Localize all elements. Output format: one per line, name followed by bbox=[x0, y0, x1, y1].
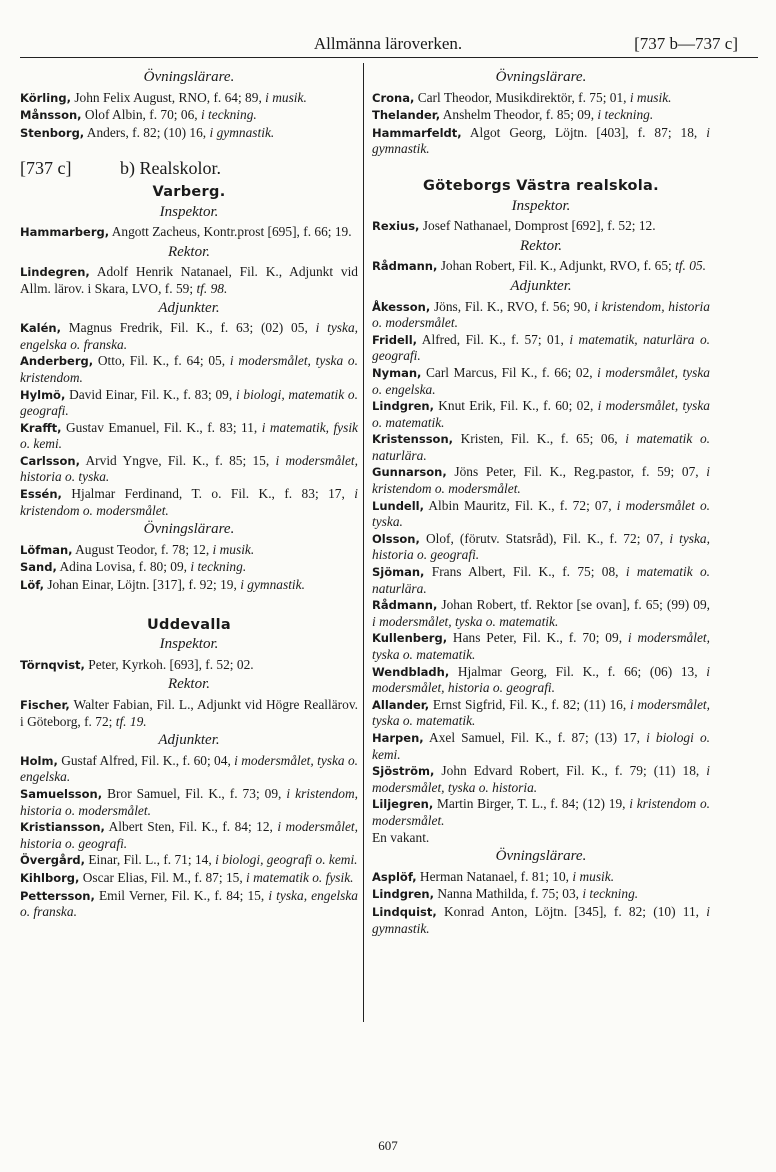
section-heading: Inspektor. bbox=[159, 636, 219, 653]
staff-entry: Fridell, Alfred, Fil. K., f. 57; 01, i matematik, naturlära o. geografi. bbox=[372, 331, 711, 364]
realskolor-title: b) Realskolor. bbox=[120, 158, 221, 179]
staff-entry: Samuelsson, Bror Samuel, Fil. K., f. 73; 09, i kristendom, historia o. modersmålet. bbox=[20, 785, 358, 818]
staff-entry: Harpen, Axel Samuel, Fil. K., f. 87; (13) 17, i biologi o. kemi. bbox=[372, 729, 710, 762]
staff-entry: Lindgren, Knut Erik, Fil. K., f. 60; 02, i modersmålet, tyska o. matematik. bbox=[372, 398, 710, 430]
page-title: Allmänna läroverken. bbox=[313, 34, 463, 53]
school-name: Uddevalla bbox=[146, 616, 232, 633]
staff-entry: Lindquist, Konrad Anton, Löjtn. [345], f. 82; (10) 11, i gymnastik. bbox=[372, 903, 710, 936]
page-header bbox=[0, 30, 776, 60]
section-heading: Inspektor. bbox=[159, 203, 219, 220]
staff-entry: Törnqvist, Peter, Kyrkoh. [693], f. 52; 02. bbox=[20, 656, 254, 672]
staff-entry: Sand, Adina Lovisa, f. 80; 09, i teckning. bbox=[20, 559, 247, 575]
page-number: 607 bbox=[378, 1138, 398, 1153]
section-heading: Övningslärare. bbox=[495, 69, 587, 85]
section-heading: Övningslärare. bbox=[143, 521, 235, 538]
staff-entry: Sjöman, Frans Albert, Fil. K., f. 75; 08, i matematik o. naturlära. bbox=[372, 564, 711, 596]
realskolor-number: [737 c] bbox=[20, 158, 72, 179]
section-heading: Övningslärare. bbox=[495, 848, 587, 865]
staff-entry: Krafft, Gustav Emanuel, Fil. K., f. 83; 11, i matematik, fysik o. kemi. bbox=[20, 419, 358, 452]
staff-entry: Rexius, Josef Nathanael, Domprost [692], f. 52; 12. bbox=[372, 218, 656, 234]
staff-entry: Liljegren, Martin Birger, T. L., f. 84; (12) 19, i kristendom o. modersmålet. bbox=[372, 796, 710, 828]
staff-entry: Holm, Gustaf Alfred, Fil. K., f. 60; 04, i modersmålet, tyska o. engelska. bbox=[20, 752, 359, 785]
staff-entry: Lindgren, Nanna Mathilda, f. 75; 03, i teckning. bbox=[372, 886, 639, 902]
staff-entry: Lindegren, Adolf Henrik Natanael, Fil. K., Adjunkt vid Allm. lärov. i Skara, LVO, f. 59; tf. 98. bbox=[20, 264, 358, 296]
staff-entry: Körling, John Felix August, RNO, f. 64; 89, i musik. bbox=[20, 89, 307, 105]
staff-entry: Allander, Ernst Sigfrid, Fil. K., f. 82; (11) 16, i modersmålet, tyska o. matematik. bbox=[372, 696, 710, 729]
vacancy-note: En vakant. bbox=[372, 829, 430, 845]
section-heading: Rektor. bbox=[519, 237, 563, 254]
section-range: [737 b—737 c] bbox=[634, 34, 738, 53]
staff-entry: Olsson, Olof, (förutv. Statsråd), Fil. K., f. 72; 07, i tyska, historia o. geografi. bbox=[372, 530, 710, 563]
section-heading: Inspektor. bbox=[511, 197, 571, 214]
staff-entry: Kalén, Magnus Fredrik, Fil. K., f. 63; (02) 05, i tyska, engelska o. franska. bbox=[20, 320, 358, 352]
staff-entry: Hammarfeldt, Algot Georg, Löjtn. [403], f. 87; 18, i gymnastik. bbox=[372, 124, 711, 157]
section-heading: Adjunkter. bbox=[158, 299, 220, 316]
staff-entry: Månsson, Olof Albin, f. 70; 06, i teckning. bbox=[20, 107, 257, 123]
staff-entry: Övergård, Einar, Fil. L., f. 71; 14, i biologi, geografi o. kemi. bbox=[20, 852, 358, 868]
staff-entry: Hammarberg, Angott Zacheus, Kontr.prost [695], f. 66; 19. bbox=[20, 224, 352, 240]
staff-entry: Nyman, Carl Marcus, Fil K., f. 66; 02, i modersmålet, tyska o. engelska. bbox=[372, 364, 710, 397]
section-heading: Rektor. bbox=[167, 243, 211, 260]
header-rule bbox=[20, 57, 758, 58]
staff-entry: Rådmann, Johan Robert, tf. Rektor [se ovan], f. 65; (99) 09, i modersmålet, tyska o. matematik. bbox=[372, 597, 710, 629]
staff-entry: Kristensson, Kristen, Fil. K., f. 65; 06, i matematik o. naturlära. bbox=[372, 431, 710, 463]
column-divider bbox=[363, 63, 364, 1022]
entry-list bbox=[20, 90, 358, 142]
section-heading: Övningslärare. bbox=[143, 69, 235, 85]
staff-entry: Carlsson, Arvid Yngve, Fil. K., f. 85; 15, i modersmålet, historia o. tyska. bbox=[20, 452, 359, 485]
left-column bbox=[20, 66, 358, 921]
staff-entry: Kihlborg, Oscar Elias, Fil. M., f. 87; 15, i matematik o. fysik. bbox=[20, 869, 354, 885]
staff-entry: Wendbladh, Hjalmar Georg, Fil. K., f. 66; (06) 13, i modersmålet, historia o. geografi. bbox=[372, 663, 710, 696]
staff-entry: Asplöf, Herman Natanael, f. 81; 10, i musik. bbox=[372, 868, 615, 884]
staff-entry: Essén, Hjalmar Ferdinand, T. o. Fil. K., f. 83; 17, i kristendom o. modersmålet. bbox=[20, 486, 359, 518]
staff-entry: Crona, Carl Theodor, Musikdirektör, f. 75; 01, i musik. bbox=[372, 89, 672, 105]
school-name: Varberg. bbox=[152, 183, 226, 200]
section-heading: Rektor. bbox=[167, 676, 211, 693]
staff-entry: Kullenberg, Hans Peter, Fil. K., f. 70; 09, i modersmålet, tyska o. matematik. bbox=[372, 630, 710, 662]
staff-entry: Stenborg, Anders, f. 82; (10) 16, i gymnastik. bbox=[20, 124, 275, 140]
staff-entry: Hylmö, David Einar, Fil. K., f. 83; 09, i biologi, matematik o. geografi. bbox=[20, 386, 358, 419]
staff-entry: Löfman, August Teodor, f. 78; 12, i musik. bbox=[20, 541, 255, 557]
staff-entry: Pettersson, Emil Verner, Fil. K., f. 84; 15, i tyska, engelska o. franska. bbox=[20, 887, 359, 920]
staff-entry: Sjöström, John Edvard Robert, Fil. K., f. 79; (11) 18, i modersmålet, tyska o. historia. bbox=[372, 763, 711, 795]
staff-entry: Anderberg, Otto, Fil. K., f. 64; 05, i modersmålet, tyska o. kristendom. bbox=[20, 353, 358, 385]
section-heading: Adjunkter. bbox=[158, 732, 220, 749]
staff-entry: Lundell, Albin Mauritz, Fil. K., f. 72; 07, i modersmålet o. tyska. bbox=[372, 497, 710, 530]
staff-entry: Thelander, Anshelm Theodor, f. 85; 09, i teckning. bbox=[372, 107, 654, 123]
staff-entry: Åkesson, Jöns, Fil. K., RVO, f. 56; 90, i kristendom, historia o. modersmålet. bbox=[372, 298, 710, 331]
school-name: Göteborgs Västra realskola. bbox=[423, 177, 659, 194]
right-column bbox=[372, 66, 710, 937]
staff-entry: Fischer, Walter Fabian, Fil. L., Adjunkt vid Högre Reallärov. i Göteborg, f. 72; tf. 19. bbox=[20, 697, 358, 729]
staff-entry: Rådmann, Johan Robert, Fil. K., Adjunkt, RVO, f. 65; tf. 05. bbox=[372, 258, 706, 274]
realskolor-heading bbox=[20, 158, 358, 179]
staff-entry: Gunnarson, Jöns Peter, Fil. K., Reg.pastor, f. 59; 07, i kristendom o. modersmålet. bbox=[372, 464, 710, 497]
section-heading: Adjunkter. bbox=[510, 277, 572, 294]
staff-entry: Kristiansson, Albert Sten, Fil. K., f. 84; 12, i modersmålet, historia o. geografi. bbox=[20, 819, 358, 851]
staff-entry: Löf, Johan Einar, Löjtn. [317], f. 92; 19, i gymnastik. bbox=[20, 577, 305, 593]
